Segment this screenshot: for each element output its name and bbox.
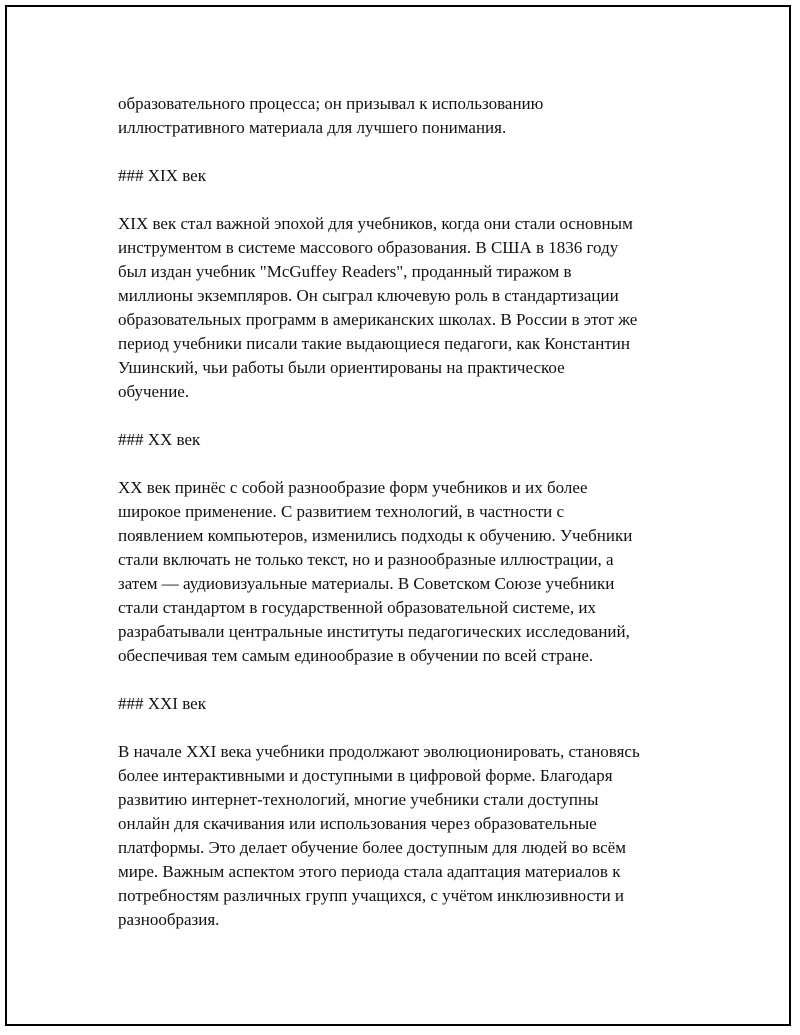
text-line: Ушинский, чьи работы были ориентированы на практическое [118,358,565,377]
text-line: XIX век стал важной эпохой для учебников, когда они стали основным [118,214,633,233]
text-line: инструментом в системе массового образования. В США в 1836 году [118,238,619,257]
text-line: образовательных программ в американских школах. В России в этот же [118,310,638,329]
text-line: образовательного процесса; он призывал к использованию [118,94,544,113]
section-heading-xxi: ### XXI век [118,694,206,713]
text-line: разнообразия. [118,910,220,929]
text-line: иллюстративного материала для лучшего понимания. [118,118,507,137]
text-line: миллионы экземпляров. Он сыграл ключевую роль в стандартизации [118,286,619,305]
text-line: онлайн для скачивания или использования через образовательные [118,814,597,833]
text-line: обучение. [118,382,190,401]
paragraph-xx [118,476,698,668]
paragraph-xxi [118,740,698,932]
text-line: стали стандартом в государственной образовательной системе, их [118,598,597,617]
text-line: широкое применение. С развитием технологий, в частности с [118,502,565,521]
text-line: более интерактивными и доступными в цифровой форме. Благодаря [118,766,613,785]
text-line: развитию интернет-технологий, многие учебники стали доступны [118,790,599,809]
intro-paragraph [118,92,698,140]
text-line: затем — аудиовизуальные материалы. В Советском Союзе учебники [118,574,615,593]
text-line: разрабатывали центральные институты педагогических исследований, [118,622,630,641]
text-line: обеспечивая тем самым единообразие в обучении по всей стране. [118,646,594,665]
text-line: XX век принёс с собой разнообразие форм учебников и их более [118,478,588,497]
section-heading-xix: ### XIX век [118,166,206,185]
text-line: мире. Важным аспектом этого периода стала адаптация материалов к [118,862,621,881]
text-line: был издан учебник "McGuffey Readers", проданный тиражом в [118,262,572,281]
document-body [118,92,698,956]
paragraph-xix [118,212,698,404]
text-line: потребностям различных групп учащихся, с учётом инклюзивности и [118,886,625,905]
text-line: период учебники писали такие выдающиеся педагоги, как Константин [118,334,630,353]
text-line: появлением компьютеров, изменились подходы к обучению. Учебники [118,526,633,545]
text-line: стали включать не только текст, но и разнообразные иллюстрации, а [118,550,614,569]
section-heading-xx: ### XX век [118,430,201,449]
text-line: В начале XXI века учебники продолжают эволюционировать, становясь [118,742,640,761]
text-line: платформы. Это делает обучение более доступным для людей во всём [118,838,626,857]
